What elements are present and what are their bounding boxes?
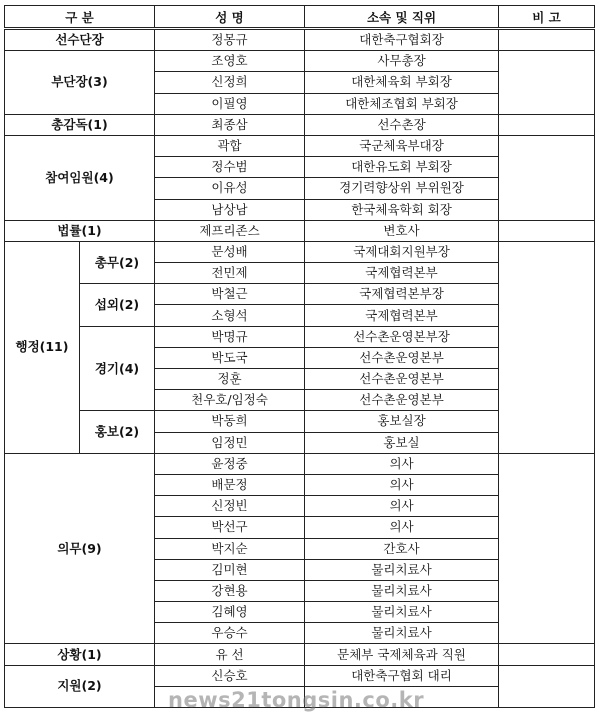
table-row xyxy=(5,114,595,135)
name-cell: 제프리존스 xyxy=(155,220,305,241)
name-cell: 박도국 xyxy=(155,347,305,368)
remarks-cell xyxy=(499,241,595,453)
name-cell: 천우호/임정숙 xyxy=(155,390,305,411)
name-cell: 조영호 xyxy=(155,51,305,72)
position-cell: 국제협력본부장 xyxy=(305,284,499,305)
table-row xyxy=(5,220,595,241)
name-cell: 문성배 xyxy=(155,241,305,262)
position-cell: 국제협력본부 xyxy=(305,263,499,284)
table-row xyxy=(5,453,595,474)
subcategory-cell: 총무(2) xyxy=(80,241,155,283)
category-cell: 총감독(1) xyxy=(5,114,155,135)
delegation-roster-table xyxy=(4,5,595,708)
subcategory-cell: 경기(4) xyxy=(80,326,155,411)
table-row xyxy=(5,241,595,262)
position-cell: 문체부 국제체육과 직원 xyxy=(305,644,499,665)
category-cell: 지원(2) xyxy=(5,665,155,707)
header-affiliation: 소속 및 직위 xyxy=(305,6,499,29)
remarks-cell xyxy=(499,665,595,707)
name-cell: 이필영 xyxy=(155,93,305,114)
name-cell: 박동희 xyxy=(155,411,305,432)
name-cell: 박지순 xyxy=(155,538,305,559)
table-row xyxy=(5,135,595,156)
header-remarks: 비 고 xyxy=(499,6,595,29)
category-cell: 선수단장 xyxy=(5,29,155,51)
name-cell: 남상남 xyxy=(155,199,305,220)
position-cell: 국제협력본부 xyxy=(305,305,499,326)
position-cell: 국군체육부대장 xyxy=(305,135,499,156)
position-cell: 의사 xyxy=(305,474,499,495)
name-cell: 우승수 xyxy=(155,623,305,644)
position-cell: 의사 xyxy=(305,517,499,538)
table-row xyxy=(5,644,595,665)
remarks-cell xyxy=(499,114,595,135)
name-cell: 정수범 xyxy=(155,157,305,178)
header-division: 구 분 xyxy=(5,6,155,29)
remarks-cell xyxy=(499,135,595,220)
remarks-cell xyxy=(499,51,595,115)
position-cell: 선수촌장 xyxy=(305,114,499,135)
site-watermark: news21tongsin.co.kr xyxy=(168,688,425,712)
subcategory-cell: 섭외(2) xyxy=(80,284,155,326)
position-cell: 대한체조협회 부회장 xyxy=(305,93,499,114)
position-cell: 물리치료사 xyxy=(305,580,499,601)
name-cell: 소형석 xyxy=(155,305,305,326)
name-cell: 곽합 xyxy=(155,135,305,156)
header-row xyxy=(5,6,595,29)
position-cell: 사무총장 xyxy=(305,51,499,72)
category-cell: 부단장(3) xyxy=(5,51,155,115)
position-cell: 대한체육회 부회장 xyxy=(305,72,499,93)
position-cell: 홍보실장 xyxy=(305,411,499,432)
position-cell: 선수촌운영본부 xyxy=(305,347,499,368)
remarks-cell xyxy=(499,453,595,644)
position-cell: 물리치료사 xyxy=(305,623,499,644)
position-cell: 선수촌운영본부 xyxy=(305,369,499,390)
category-cell: 참여임원(4) xyxy=(5,135,155,220)
category-cell: 행정(11) xyxy=(5,241,80,453)
name-cell: 박명규 xyxy=(155,326,305,347)
name-cell xyxy=(155,686,305,707)
remarks-cell xyxy=(499,644,595,665)
category-cell: 법률(1) xyxy=(5,220,155,241)
name-cell: 김혜영 xyxy=(155,602,305,623)
name-cell: 정훈 xyxy=(155,369,305,390)
name-cell: 배문정 xyxy=(155,474,305,495)
position-cell xyxy=(305,686,499,707)
position-cell: 대한축구협회 대리 xyxy=(305,665,499,686)
name-cell: 박선구 xyxy=(155,517,305,538)
name-cell: 임정민 xyxy=(155,432,305,453)
name-cell: 전민제 xyxy=(155,263,305,284)
position-cell: 홍보실 xyxy=(305,432,499,453)
table-row xyxy=(5,51,595,72)
position-cell: 대한축구협회장 xyxy=(305,29,499,51)
position-cell: 물리치료사 xyxy=(305,559,499,580)
name-cell: 김미현 xyxy=(155,559,305,580)
name-cell: 박철근 xyxy=(155,284,305,305)
position-cell: 의사 xyxy=(305,453,499,474)
remarks-cell xyxy=(499,220,595,241)
remarks-cell xyxy=(499,29,595,51)
name-cell: 윤정중 xyxy=(155,453,305,474)
header-name: 성 명 xyxy=(155,6,305,29)
name-cell: 신정희 xyxy=(155,72,305,93)
subcategory-cell: 홍보(2) xyxy=(80,411,155,453)
position-cell: 선수촌운영본부장 xyxy=(305,326,499,347)
name-cell: 신승호 xyxy=(155,665,305,686)
position-cell: 의사 xyxy=(305,496,499,517)
name-cell: 신정빈 xyxy=(155,496,305,517)
position-cell: 물리치료사 xyxy=(305,602,499,623)
name-cell: 최종삼 xyxy=(155,114,305,135)
position-cell: 경기력향상위 부위원장 xyxy=(305,178,499,199)
name-cell: 이유성 xyxy=(155,178,305,199)
position-cell: 한국체육학회 회장 xyxy=(305,199,499,220)
table-row xyxy=(5,665,595,686)
name-cell: 정몽규 xyxy=(155,29,305,51)
position-cell: 대한유도회 부회장 xyxy=(305,157,499,178)
position-cell: 간호사 xyxy=(305,538,499,559)
position-cell: 국제대회지원부장 xyxy=(305,241,499,262)
position-cell: 변호사 xyxy=(305,220,499,241)
name-cell: 유 선 xyxy=(155,644,305,665)
category-cell: 상황(1) xyxy=(5,644,155,665)
table-row xyxy=(5,29,595,51)
position-cell: 선수촌운영본부 xyxy=(305,390,499,411)
category-cell: 의무(9) xyxy=(5,453,155,644)
name-cell: 강현용 xyxy=(155,580,305,601)
